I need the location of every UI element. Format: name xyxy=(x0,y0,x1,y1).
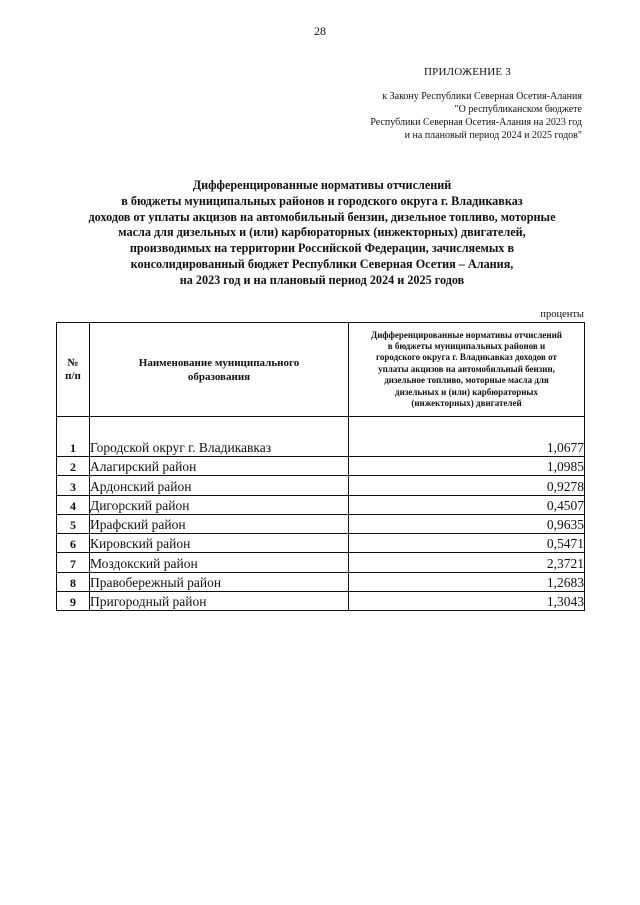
header-text: уплаты акцизов на автомобильный бензин, xyxy=(378,363,555,374)
header-number xyxy=(57,323,90,417)
table-row xyxy=(57,534,585,553)
appendix-line: к Закону Республики Северная Осетия-Алания xyxy=(382,91,582,102)
row-number: 4 xyxy=(57,495,90,514)
row-number: 9 xyxy=(57,592,90,611)
row-number: 3 xyxy=(57,476,90,495)
norm-value: 2,3721 xyxy=(349,553,585,572)
table-row xyxy=(57,592,585,611)
row-number: 1 xyxy=(57,417,90,457)
header-text: (инжекторных) двигателей xyxy=(411,398,522,409)
header-text: в бюджеты муниципальных районов и xyxy=(387,340,546,351)
header-text: городского округа г. Владикавказ доходов от xyxy=(376,352,557,363)
title-line: Дифференцированные нормативы отчислений xyxy=(192,178,452,192)
title-line: на 2023 год и на плановый период 2024 и 2025 годов xyxy=(179,272,465,287)
row-number: 6 xyxy=(57,534,90,553)
norm-value: 0,9635 xyxy=(349,514,585,533)
table-row xyxy=(57,553,585,572)
appendix-line: Республики Северная Осетия-Алания на 2023 год xyxy=(370,117,582,128)
document-title xyxy=(56,178,588,289)
units-label: проценты xyxy=(540,309,584,320)
norm-value: 1,2683 xyxy=(349,572,585,591)
row-number: 5 xyxy=(57,514,90,533)
table-row xyxy=(57,572,585,591)
table-row xyxy=(57,514,585,533)
appendix-title: ПРИЛОЖЕНИЕ 3 xyxy=(424,66,511,78)
table-row xyxy=(57,495,585,514)
municipality-name: Кировский район xyxy=(90,534,349,553)
municipality-name: Дигорский район xyxy=(90,495,349,514)
table-row xyxy=(57,417,585,457)
appendix-line: и на плановый период 2024 и 2025 годов" xyxy=(404,130,582,141)
table-row xyxy=(57,457,585,476)
municipality-name: Алагирский район xyxy=(90,457,349,476)
header-text: № xyxy=(67,356,79,369)
row-number: 2 xyxy=(57,457,90,476)
norm-value: 1,0985 xyxy=(349,457,585,476)
header-text: дизельных и (или) карбюраторных xyxy=(395,386,538,397)
header-norm-value xyxy=(349,323,585,417)
page-number: 28 xyxy=(314,24,326,38)
title-line: производимых на территории Российской Федерации, зачисляемых в xyxy=(129,241,515,256)
header-municipality xyxy=(90,323,349,417)
municipality-name: Городской округ г. Владикавказ xyxy=(90,417,349,457)
header-text: Наименование муниципального xyxy=(138,356,300,369)
norm-value: 0,9278 xyxy=(349,476,585,495)
appendix-reference xyxy=(370,90,582,142)
municipality-name: Ирафский район xyxy=(90,514,349,533)
table-row xyxy=(57,476,585,495)
row-number: 7 xyxy=(57,553,90,572)
header-text: п/п xyxy=(65,369,81,382)
norm-value: 0,5471 xyxy=(349,534,585,553)
norms-table xyxy=(56,322,585,611)
norm-value: 1,3043 xyxy=(349,592,585,611)
title-line: в бюджеты муниципальных районов и городского округа г. Владикавказ xyxy=(121,193,523,208)
header-text: образования xyxy=(187,370,251,383)
norm-value: 0,4507 xyxy=(349,495,585,514)
title-line: доходов от уплаты акцизов на автомобильный бензин, дизельное топливо, моторные xyxy=(88,209,556,224)
row-number: 8 xyxy=(57,572,90,591)
title-line: масла для дизельных и (или) карбюраторных (инжекторных) двигателей, xyxy=(118,225,526,240)
norm-value: 1,0677 xyxy=(349,417,585,457)
municipality-name: Правобережный район xyxy=(90,572,349,591)
table-header-row xyxy=(57,323,585,417)
municipality-name: Ардонский район xyxy=(90,476,349,495)
title-line: консолидированный бюджет Республики Северная Осетия – Алания, xyxy=(130,256,514,271)
municipality-name: Пригородный район xyxy=(90,592,349,611)
header-text: Дифференцированные нормативы отчислений xyxy=(371,329,562,340)
header-text: дизельное топливо, моторные масла для xyxy=(384,375,549,386)
municipality-name: Моздокский район xyxy=(90,553,349,572)
appendix-line: "О республиканском бюджете xyxy=(454,104,582,115)
